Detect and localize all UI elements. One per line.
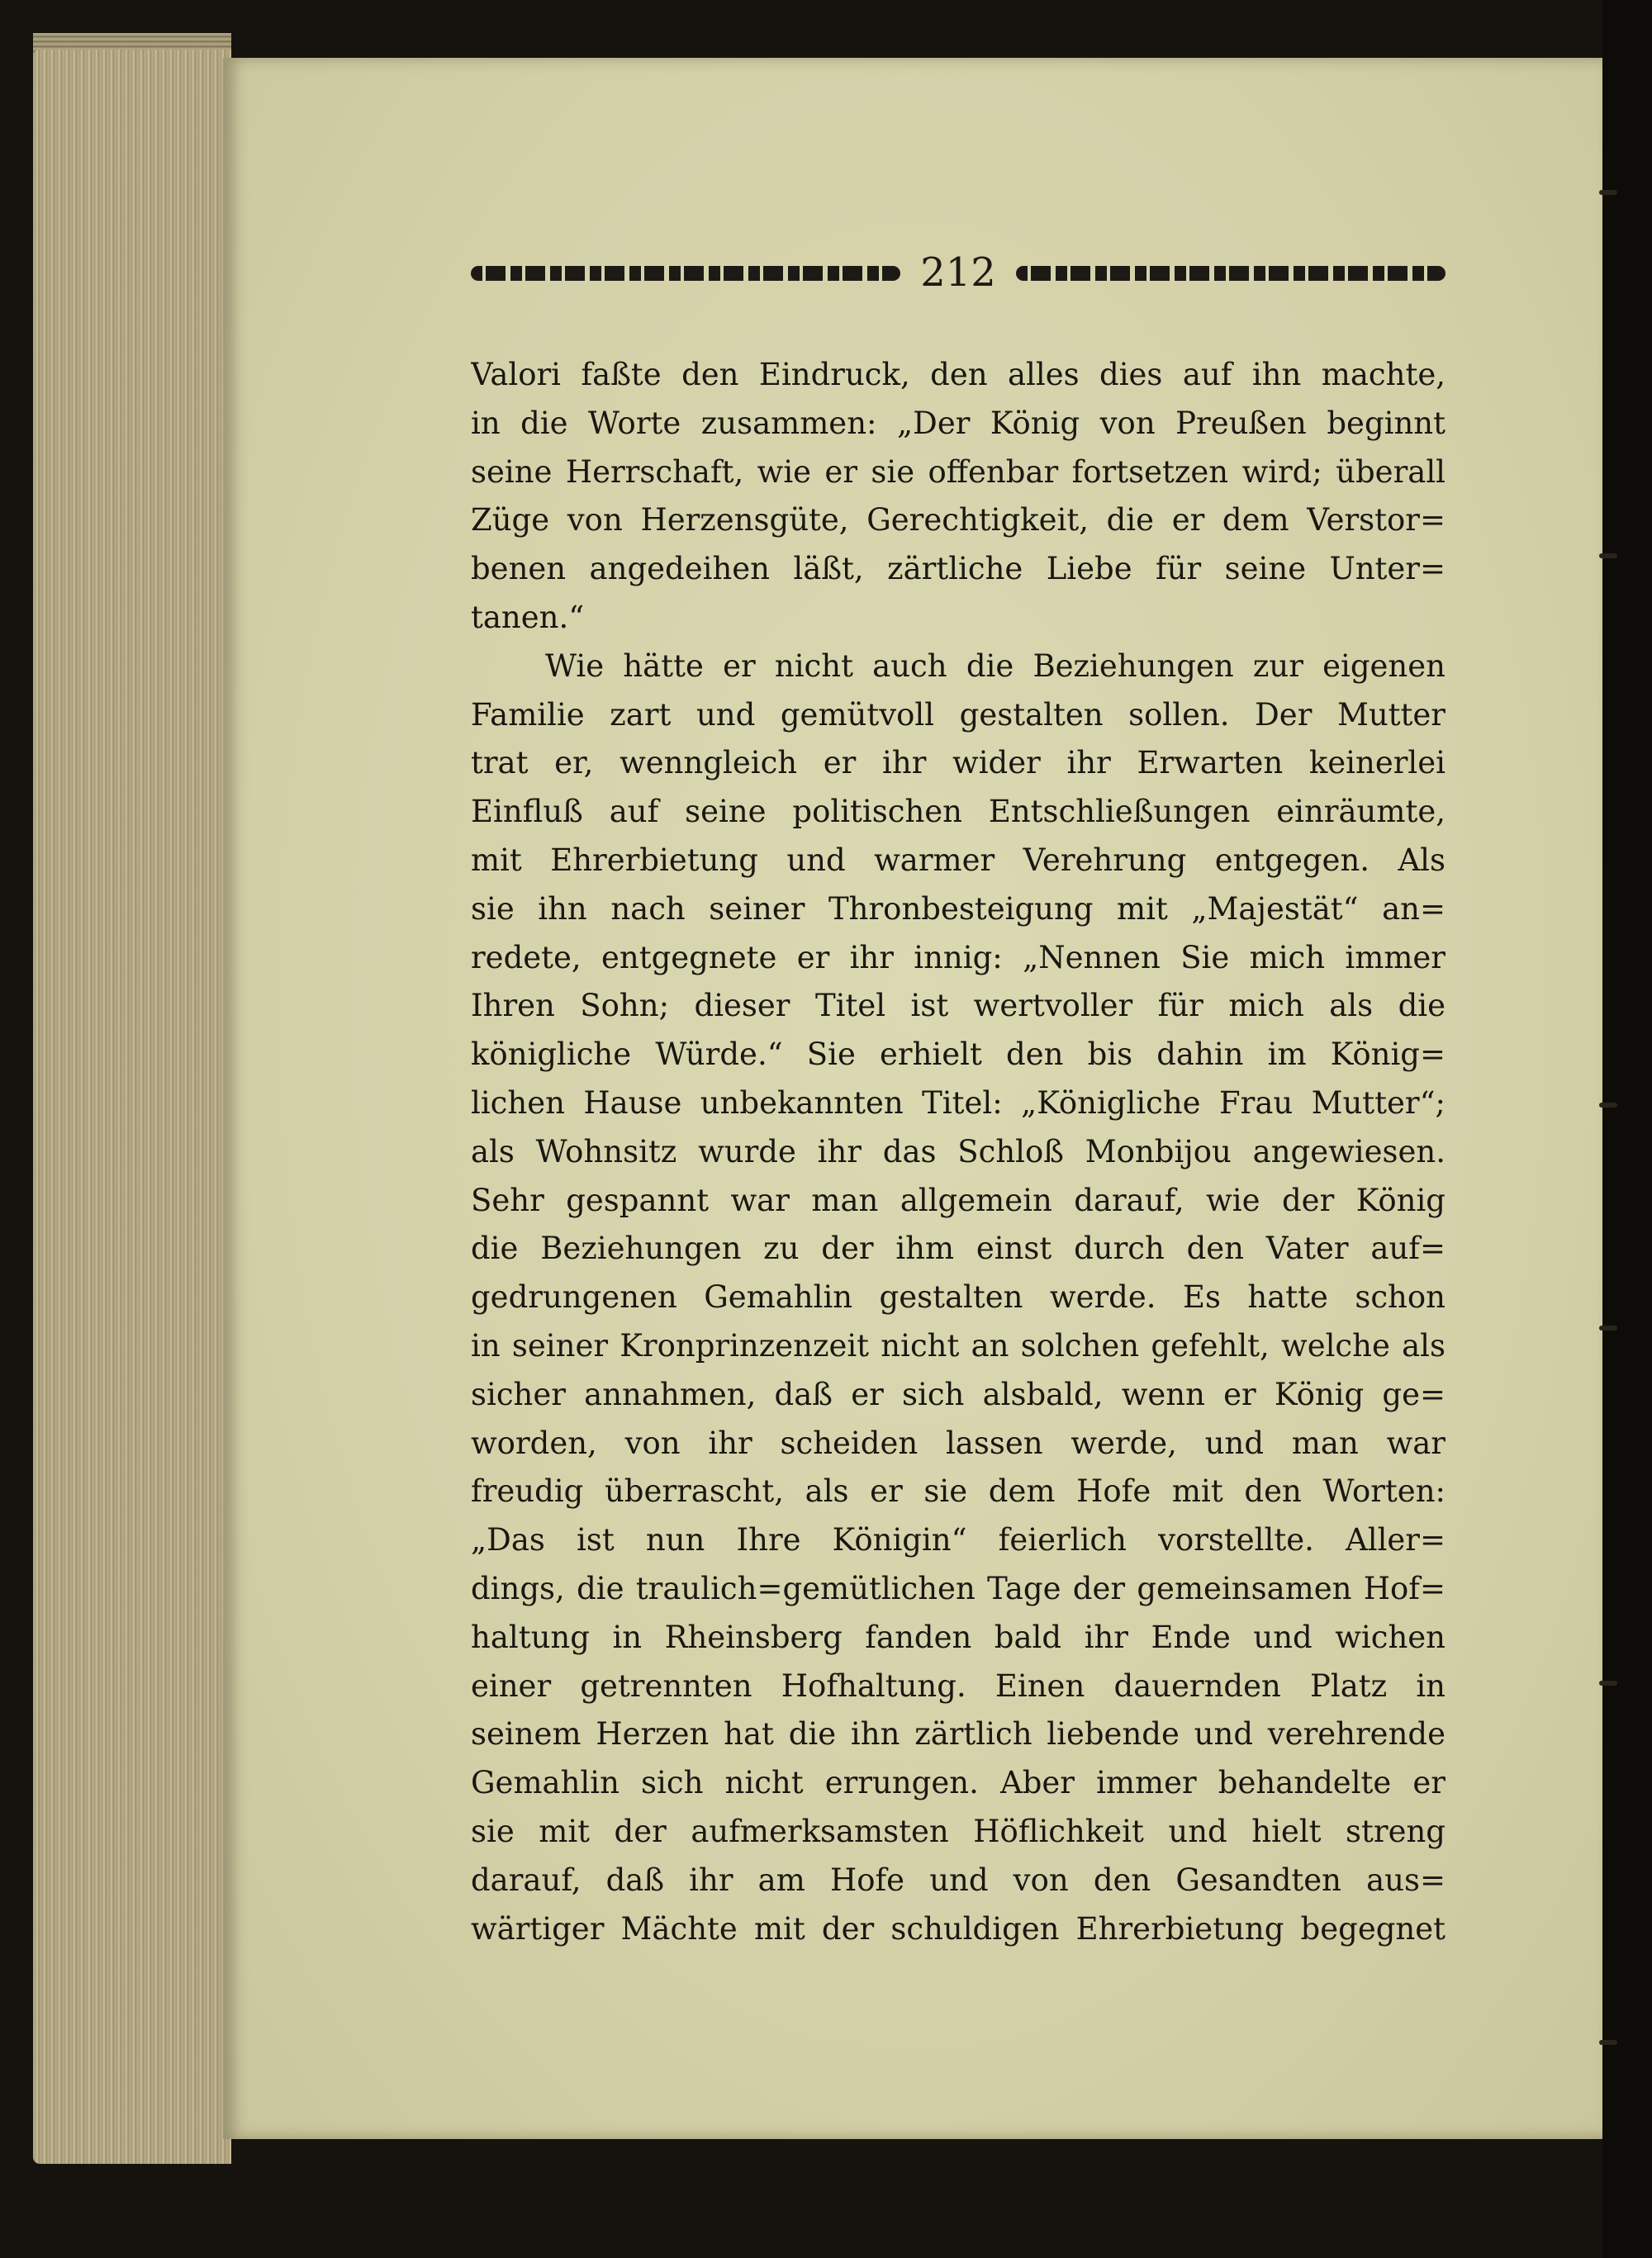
binding-stitch (1599, 553, 1617, 558)
text-line: worden, von ihr scheiden lassen werde, und man war (471, 1425, 1446, 1461)
text-line: dings, die traulich=gemütlichen Tage der gemeinsamen Hof= (471, 1570, 1446, 1606)
body-text (471, 351, 1446, 1953)
text-line: redete, entgegnete er ihr innig: „Nennen Sie mich immer (471, 939, 1446, 975)
text-line: Valori faßte den Eindruck, den alles dies auf ihn machte, (471, 357, 1446, 392)
binding-stitch (1599, 1103, 1617, 1108)
text-line: seinem Herzen hat die ihn zärtlich liebende und verehrende (471, 1716, 1446, 1753)
text-line: einer getrennten Hofhaltung. Einen dauernden Platz in (471, 1667, 1446, 1704)
page-edges-stack (33, 50, 231, 2164)
text-line: sie ihn nach seiner Thronbesteigung mit „Majestät“ an= (471, 890, 1446, 927)
text-line: sicher annahmen, daß er sich alsbald, wenn er König ge= (471, 1376, 1446, 1412)
binding-stitch (1599, 2040, 1617, 2045)
text-line: freudig überrascht, als er sie dem Hofe mit den Worten: (471, 1473, 1446, 1510)
text-line: gedrungenen Gemahlin gestalten werde. Es hatte schon (471, 1279, 1446, 1316)
text-line: seine Herrschaft, wie er sie offenbar fortsetzen wird; überall (471, 453, 1446, 490)
text-line: mit Ehrerbietung und warmer Verehrung entgegen. Als (471, 842, 1446, 878)
text-line: „Das ist nun Ihre Königin“ feierlich vorstellte. Aller= (471, 1522, 1446, 1558)
book-binding (1602, 0, 1652, 2258)
text-line: trat er, wenngleich er ihr wider ihr Erwarten keinerlei (471, 745, 1446, 781)
text-line: in seiner Kronprinzenzeit nicht an solchen gefehlt, welche als (471, 1327, 1446, 1364)
text-line: sie mit der aufmerksamsten Höflichkeit und hielt streng (471, 1813, 1446, 1849)
text-line: lichen Hause unbekannten Titel: „Königliche Frau Mutter“; (471, 1084, 1446, 1121)
text-line: darauf, daß ihr am Hofe und von den Gesandten aus= (471, 1862, 1446, 1898)
text-line: wärtiger Mächte mit der schuldigen Ehrerbietung begegnet (471, 1910, 1446, 1947)
text-line: königliche Würde.“ Sie erhielt den bis dahin im König= (471, 1036, 1446, 1073)
binding-stitch (1599, 1326, 1617, 1331)
text-line: tanen.“ (471, 599, 585, 635)
text-line: Einfluß auf seine politischen Entschließungen einräumte, (471, 794, 1446, 830)
text-line: Sehr gespannt war man allgemein darauf, wie der König (471, 1182, 1446, 1218)
text-line: Wie hätte er nicht auch die Beziehungen zur eigenen (545, 648, 1446, 684)
text-line: haltung in Rheinsberg fanden bald ihr Ende und wichen (471, 1619, 1446, 1655)
text-line: Züge von Herzensgüte, Gerechtigkeit, die er dem Verstor= (471, 502, 1446, 538)
header-ornament-left (471, 266, 900, 281)
text-line: Ihren Sohn; dieser Titel ist wertvoller für mich als die (471, 988, 1446, 1024)
text-line: die Beziehungen zu der ihm einst durch den Vater auf= (471, 1231, 1446, 1267)
binding-stitch (1599, 1681, 1617, 1686)
text-line: in die Worte zusammen: „Der König von Preußen beginnt (471, 405, 1446, 441)
header-ornament-right (1016, 266, 1446, 281)
page-number: 212 (920, 249, 996, 296)
text-line: Gemahlin sich nicht errungen. Aber immer behandelte er (471, 1765, 1446, 1801)
text-line: als Wohnsitz wurde ihr das Schloß Monbijou angewiesen. (471, 1133, 1446, 1169)
text-line: benen angedeihen läßt, zärtliche Liebe für seine Unter= (471, 551, 1446, 587)
page-header (471, 248, 1446, 297)
binding-stitch (1599, 190, 1617, 195)
text-line: Familie zart und gemütvoll gestalten sollen. Der Mutter (471, 696, 1446, 733)
